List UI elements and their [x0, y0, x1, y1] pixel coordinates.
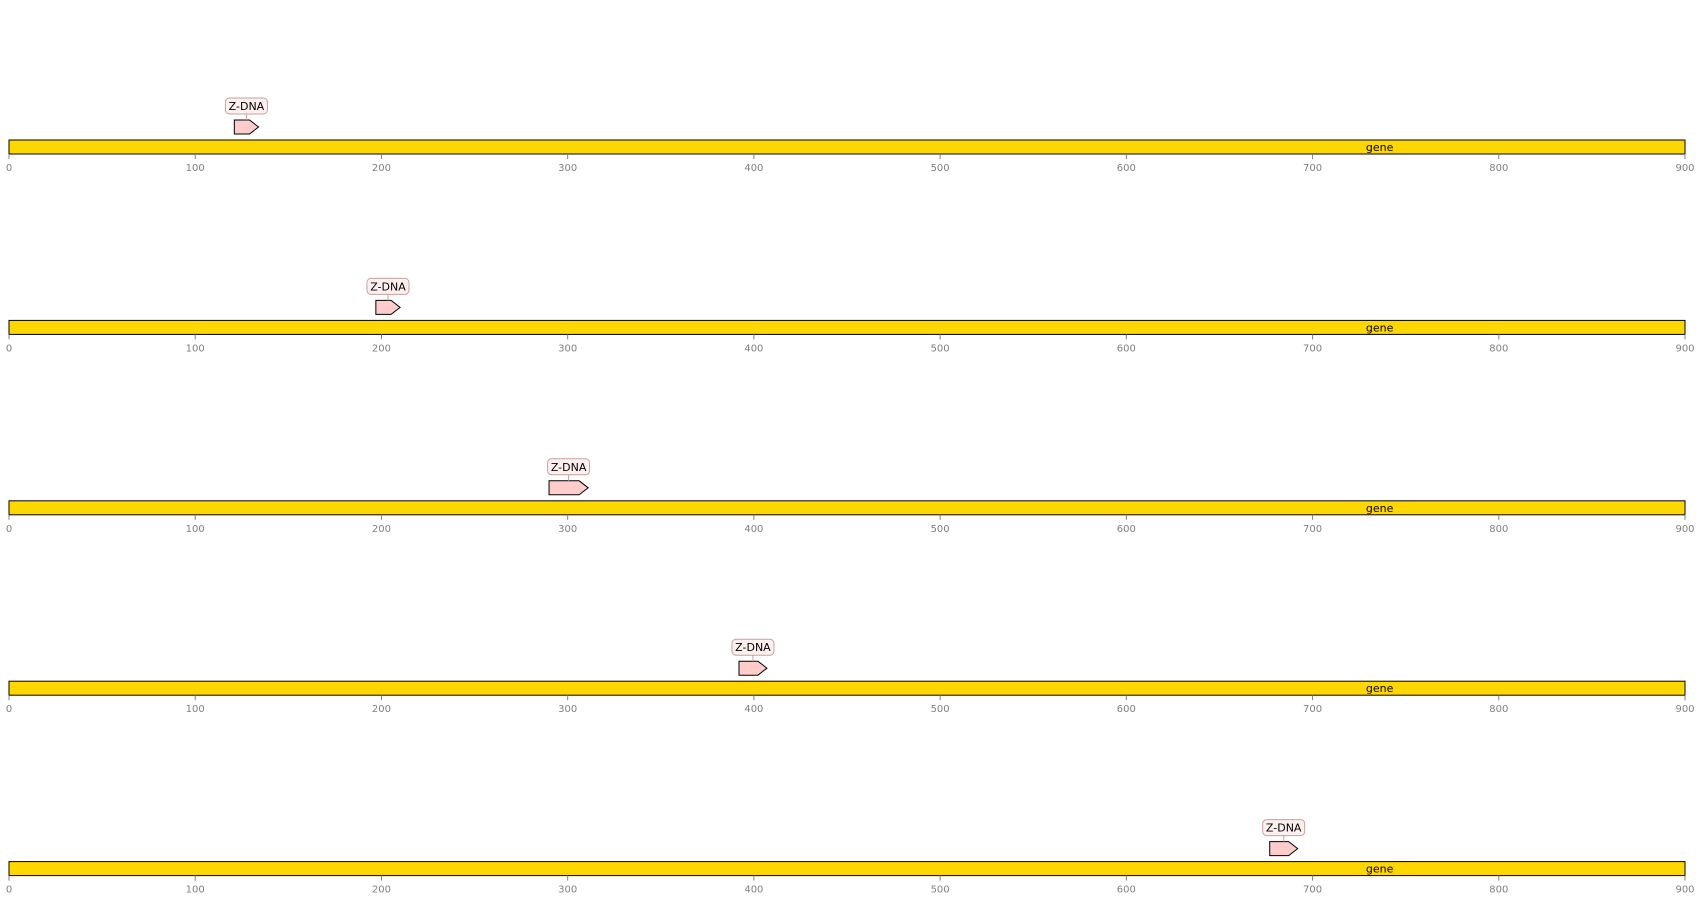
tick-label: 400 — [744, 163, 764, 174]
tick-label: 700 — [1303, 704, 1323, 716]
gene-label: gene — [1365, 682, 1394, 696]
feature-label: Z-DNA — [228, 100, 265, 113]
gene-label: gene — [1365, 321, 1394, 335]
tick-label: 500 — [930, 884, 950, 896]
tick-label: 600 — [1116, 163, 1136, 174]
tick-label: 0 — [5, 884, 13, 896]
tick-label: 300 — [558, 523, 578, 535]
tick-label: 500 — [930, 163, 950, 174]
feature-label: Z-DNA — [1265, 821, 1302, 835]
track-4 — [6, 639, 1695, 715]
tick-label: 300 — [558, 884, 578, 896]
feature-arrow — [739, 661, 767, 675]
tick-label: 500 — [930, 523, 950, 535]
tick-label: 400 — [744, 704, 764, 716]
feature-label: Z-DNA — [370, 280, 406, 294]
feature-label: Z-DNA — [550, 460, 587, 474]
track-3 — [6, 459, 1695, 535]
gene-label: gene — [1365, 501, 1394, 515]
tick-label: 600 — [1116, 523, 1136, 535]
tick-label: 600 — [1116, 343, 1136, 355]
tick-label: 500 — [930, 704, 950, 716]
feature-arrow — [234, 120, 258, 134]
tick-label: 800 — [1489, 704, 1509, 716]
tick-label: 800 — [1489, 343, 1509, 355]
tick-label: 700 — [1303, 343, 1323, 355]
gene-bar — [9, 862, 1685, 876]
tick-label: 100 — [185, 704, 205, 716]
tick-label: 200 — [371, 884, 391, 896]
track-2 — [6, 278, 1695, 354]
tick-label: 200 — [371, 704, 391, 716]
tick-label: 300 — [558, 704, 578, 716]
tick-label: 0 — [5, 704, 13, 716]
tick-label: 100 — [185, 163, 205, 174]
tick-label: 100 — [185, 343, 205, 355]
tick-label: 900 — [1675, 163, 1695, 174]
tick-label: 900 — [1675, 343, 1695, 355]
tick-label: 800 — [1489, 884, 1509, 896]
tick-label: 300 — [558, 163, 578, 174]
tick-label: 0 — [5, 523, 13, 535]
tick-label: 600 — [1116, 704, 1136, 716]
tick-label: 300 — [558, 343, 578, 355]
tick-label: 400 — [744, 523, 764, 535]
tick-label: 400 — [744, 884, 764, 896]
tick-label: 200 — [371, 163, 391, 174]
tracks-layer — [6, 98, 1695, 896]
tick-label: 700 — [1303, 163, 1323, 174]
gene-bar — [9, 140, 1685, 154]
tick-label: 100 — [185, 523, 205, 535]
tick-label: 200 — [371, 343, 391, 355]
tick-label: 500 — [930, 343, 950, 355]
tick-label: 0 — [5, 163, 13, 174]
track-5 — [6, 820, 1695, 896]
gene-bar — [9, 320, 1685, 334]
tick-label: 0 — [5, 343, 13, 355]
tick-label: 400 — [744, 343, 764, 355]
tick-label: 200 — [371, 523, 391, 535]
track-1 — [6, 98, 1695, 174]
feature-arrow — [1270, 842, 1298, 856]
tick-label: 600 — [1116, 884, 1136, 896]
feature-label: Z-DNA — [735, 641, 771, 655]
feature-arrow — [376, 300, 400, 314]
tick-label: 900 — [1675, 704, 1695, 716]
tick-label: 800 — [1489, 163, 1509, 174]
gene-bar — [9, 501, 1685, 515]
tick-label: 900 — [1675, 884, 1695, 896]
gene-label: gene — [1365, 141, 1394, 154]
gene-label: gene — [1365, 862, 1394, 876]
gene-bar — [9, 681, 1685, 695]
tick-label: 700 — [1303, 884, 1323, 896]
feature-arrow — [549, 481, 588, 495]
tick-label: 900 — [1675, 523, 1695, 535]
tick-label: 800 — [1489, 523, 1509, 535]
tick-label: 700 — [1303, 523, 1323, 535]
tick-label: 100 — [185, 884, 205, 896]
